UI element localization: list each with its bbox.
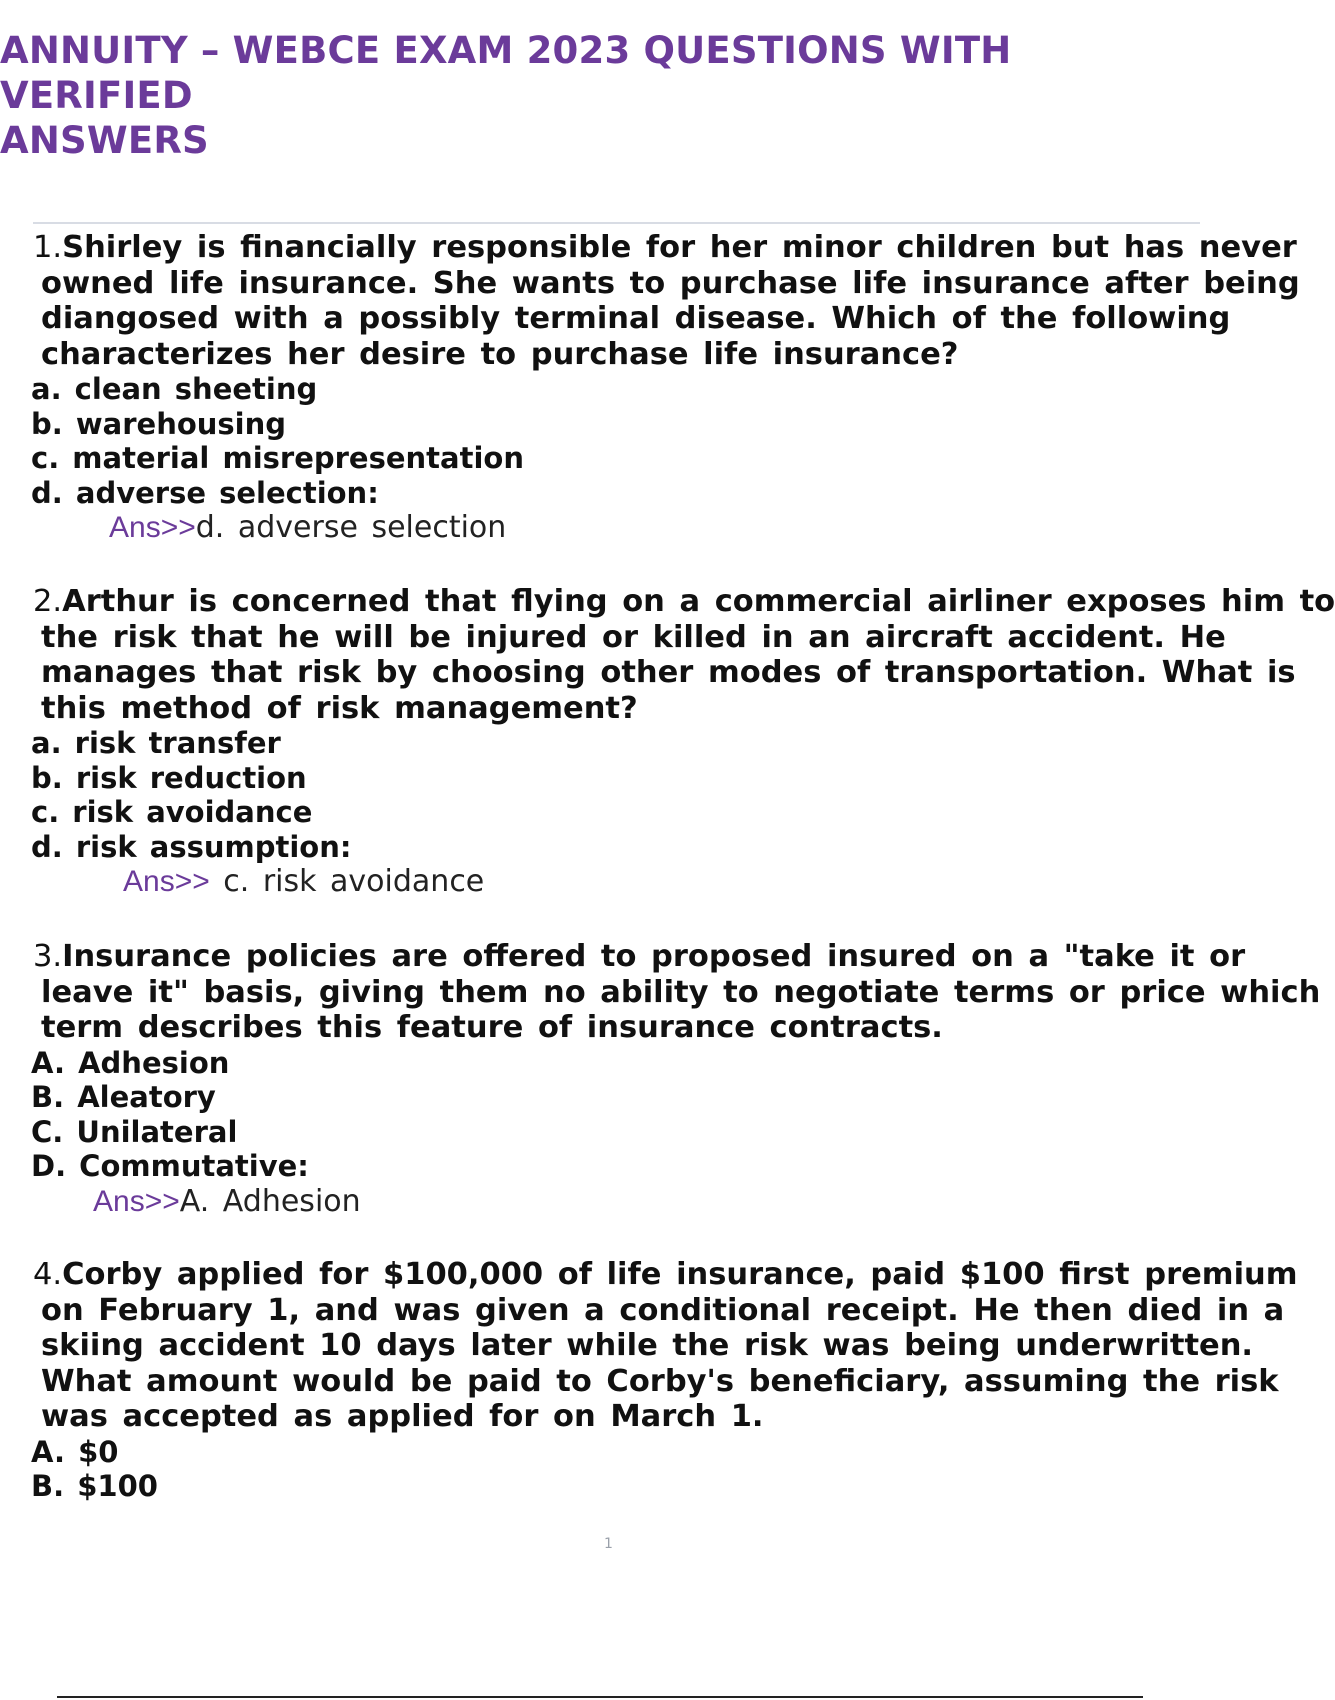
question-4-line-2: on February 1, and was given a conditional receipt. He then died in a xyxy=(41,1292,1285,1328)
question-4-line-1: Corby applied for $100,000 of life insurance, paid $100 first premium xyxy=(62,1257,1298,1292)
question-3-text xyxy=(33,939,1321,1046)
question-2-answer xyxy=(123,864,1200,900)
question-1-line-4: characterizes her desire to purchase life insurance? xyxy=(41,336,959,372)
question-1-option-d: d. adverse selection: xyxy=(31,475,379,510)
section-divider xyxy=(33,222,1200,224)
answer-label: Ans>> xyxy=(109,511,196,544)
footer-divider xyxy=(57,1696,1143,1698)
question-2-option-d: d. risk assumption: xyxy=(31,829,352,864)
question-3 xyxy=(31,939,1321,1220)
answer-label: Ans>> xyxy=(93,1184,180,1218)
question-1-text xyxy=(33,230,1300,372)
title-line-1: ANNUITY – WEBCE EXAM 2023 QUESTIONS WITH VERIFIED xyxy=(0,29,1012,117)
question-2-option-c: c. risk avoidance xyxy=(31,795,313,829)
question-1-option-c: c. material misrepresentation xyxy=(31,441,524,475)
answer-value: c. risk avoidance xyxy=(209,864,485,899)
question-3-option-b: B. Aleatory xyxy=(31,1080,216,1114)
question-2-line-4: this method of risk management? xyxy=(41,690,638,726)
question-1-option-b: b. warehousing xyxy=(31,406,287,441)
question-3-line-3: term describes this feature of insurance contracts. xyxy=(41,1010,943,1045)
question-4 xyxy=(31,1257,1298,1504)
answer-value: A. Adhesion xyxy=(179,1183,361,1219)
question-1-line-3: diangosed with a possibly terminal disease. Which of the following xyxy=(41,301,1231,336)
question-4-text xyxy=(33,1257,1298,1435)
question-1-answer xyxy=(109,510,1200,546)
question-3-line-2: leave it" basis, giving them no ability to negotiate terms or price which xyxy=(41,974,1321,1010)
question-2-number: 2. xyxy=(33,584,63,619)
question-3-option-d: D. Commutative: xyxy=(31,1149,309,1183)
document-title xyxy=(0,28,1200,163)
question-4-line-5: was accepted as applied for on March 1. xyxy=(41,1399,764,1434)
question-1 xyxy=(31,230,1300,546)
page-number: 1 xyxy=(604,1536,613,1552)
answer-label: Ans>> xyxy=(123,865,210,898)
question-4-number: 4. xyxy=(33,1257,63,1292)
question-2-option-a: a. risk transfer xyxy=(31,726,281,760)
question-1-line-1: Shirley is financially responsible for her minor children but has never xyxy=(62,230,1297,265)
question-3-line-1: Insurance policies are offered to proposed insured on a "take it or xyxy=(62,939,1246,974)
question-2-text xyxy=(33,584,1335,726)
question-2-option-b: b. risk reduction xyxy=(31,760,307,795)
answer-value: d. adverse selection xyxy=(195,510,507,545)
question-2-line-1: Arthur is concerned that flying on a commercial airliner exposes him to xyxy=(62,584,1335,619)
question-2 xyxy=(31,584,1335,900)
question-1-number: 1. xyxy=(33,230,63,265)
question-3-option-a: A. Adhesion xyxy=(31,1045,230,1080)
question-4-option-b: B. $100 xyxy=(31,1469,158,1503)
question-4-option-a: A. $0 xyxy=(31,1434,119,1469)
title-line-2: ANSWERS xyxy=(0,119,209,162)
question-3-option-c: C. Unilateral xyxy=(31,1114,238,1149)
question-4-line-4: What amount would be paid to Corby's beneficiary, assuming the risk xyxy=(41,1363,1279,1399)
question-4-line-3: skiing accident 10 days later while the risk was being underwritten. xyxy=(41,1328,1254,1363)
question-2-line-2: the risk that he will be injured or killed in an aircraft accident. He xyxy=(41,619,1226,655)
question-2-line-3: manages that risk by choosing other modes of transportation. What is xyxy=(41,655,1296,690)
question-3-answer xyxy=(93,1184,1200,1220)
question-1-line-2: owned life insurance. She wants to purchase life insurance after being xyxy=(41,265,1300,301)
question-1-option-a: a. clean sheeting xyxy=(31,372,318,406)
question-3-number: 3. xyxy=(33,939,63,974)
